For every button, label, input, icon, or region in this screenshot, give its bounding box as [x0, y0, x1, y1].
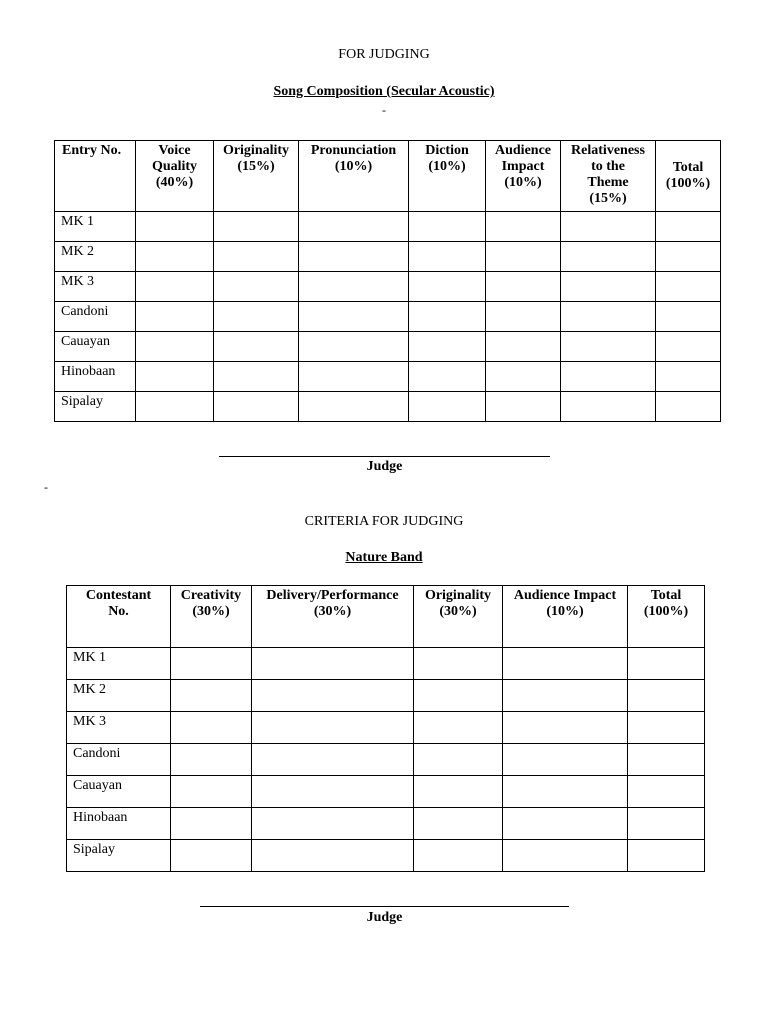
score-cell[interactable]: [414, 840, 503, 872]
nature-band-score-table: [66, 585, 705, 872]
score-cell[interactable]: [503, 776, 628, 808]
score-cell[interactable]: [136, 242, 214, 272]
score-cell[interactable]: [561, 302, 656, 332]
score-cell[interactable]: [414, 712, 503, 744]
score-cell[interactable]: [299, 272, 409, 302]
table-row: [55, 212, 721, 242]
score-cell[interactable]: [628, 680, 705, 712]
score-cell[interactable]: [252, 776, 414, 808]
score-cell[interactable]: [503, 712, 628, 744]
header-voice-quality: Voice Quality (40%): [136, 141, 214, 212]
header-total: Total (100%): [656, 141, 721, 212]
score-cell[interactable]: [214, 242, 299, 272]
score-cell[interactable]: [214, 302, 299, 332]
entry-name-cell: MK 1: [55, 212, 136, 242]
score-cell[interactable]: [628, 648, 705, 680]
judge-label: Judge: [366, 910, 403, 925]
score-cell[interactable]: [628, 712, 705, 744]
song-composition-score-table: [54, 140, 721, 422]
score-cell[interactable]: [503, 840, 628, 872]
table-row: [67, 808, 705, 840]
score-cell[interactable]: [136, 302, 214, 332]
form-subtitle-song-composition: Song Composition (Secular Acoustic): [273, 84, 495, 99]
score-cell[interactable]: [171, 680, 252, 712]
table-row: [67, 648, 705, 680]
score-cell[interactable]: [214, 212, 299, 242]
header-creativity: Creativity (30%): [171, 586, 252, 648]
dash-mark: -: [382, 103, 386, 117]
table-row: [67, 744, 705, 776]
table-header-row: [67, 586, 705, 648]
score-cell[interactable]: [171, 808, 252, 840]
score-cell[interactable]: [414, 776, 503, 808]
score-cell[interactable]: [171, 840, 252, 872]
score-cell[interactable]: [409, 392, 486, 422]
table-row: [55, 272, 721, 302]
score-cell[interactable]: [486, 272, 561, 302]
header-delivery-performance: Delivery/Performance (30%): [252, 586, 414, 648]
score-cell[interactable]: [656, 212, 721, 242]
score-cell[interactable]: [409, 212, 486, 242]
score-cell[interactable]: [656, 302, 721, 332]
table-row: [55, 332, 721, 362]
score-cell[interactable]: [136, 272, 214, 302]
separator-dash: -: [44, 480, 48, 494]
score-cell[interactable]: [628, 776, 705, 808]
score-cell[interactable]: [171, 648, 252, 680]
entry-name-cell: Candoni: [55, 302, 136, 332]
header-diction: Diction (10%): [409, 141, 486, 212]
table-row: [67, 712, 705, 744]
score-cell[interactable]: [299, 392, 409, 422]
score-cell[interactable]: [299, 332, 409, 362]
score-cell[interactable]: [252, 712, 414, 744]
entry-name-cell: Sipalay: [67, 840, 171, 872]
entry-name-cell: MK 2: [55, 242, 136, 272]
score-cell[interactable]: [561, 392, 656, 422]
entry-name-cell: MK 2: [67, 680, 171, 712]
score-cell[interactable]: [136, 332, 214, 362]
score-cell[interactable]: [656, 392, 721, 422]
score-cell[interactable]: [561, 272, 656, 302]
header-originality: Originality (15%): [214, 141, 299, 212]
score-cell[interactable]: [503, 808, 628, 840]
form-title: FOR JUDGING: [338, 47, 430, 62]
score-cell[interactable]: [414, 744, 503, 776]
score-cell[interactable]: [486, 302, 561, 332]
score-cell[interactable]: [252, 648, 414, 680]
criteria-title: CRITERIA FOR JUDGING: [304, 514, 464, 529]
score-cell[interactable]: [299, 242, 409, 272]
score-cell[interactable]: [656, 362, 721, 392]
score-cell[interactable]: [299, 362, 409, 392]
score-cell[interactable]: [136, 212, 214, 242]
table-row: [55, 302, 721, 332]
score-cell[interactable]: [561, 362, 656, 392]
score-cell[interactable]: [486, 212, 561, 242]
header-contestant-no: Contestant No.: [67, 586, 171, 648]
score-cell[interactable]: [503, 648, 628, 680]
header-originality: Originality (30%): [414, 586, 503, 648]
score-cell[interactable]: [656, 242, 721, 272]
score-cell[interactable]: [628, 808, 705, 840]
header-pronunciation: Pronunciation (10%): [299, 141, 409, 212]
score-cell[interactable]: [409, 362, 486, 392]
score-cell[interactable]: [486, 362, 561, 392]
table-row: [67, 680, 705, 712]
entry-name-cell: MK 1: [67, 648, 171, 680]
entry-name-cell: Candoni: [67, 744, 171, 776]
score-cell[interactable]: [171, 712, 252, 744]
score-cell[interactable]: [136, 362, 214, 392]
entry-name-cell: Sipalay: [55, 392, 136, 422]
entry-name-cell: Cauayan: [67, 776, 171, 808]
score-cell[interactable]: [414, 680, 503, 712]
score-cell[interactable]: [136, 392, 214, 422]
header-total: Total (100%): [628, 586, 705, 648]
score-cell[interactable]: [409, 302, 486, 332]
score-cell[interactable]: [414, 808, 503, 840]
entry-name-cell: Cauayan: [55, 332, 136, 362]
score-cell[interactable]: [171, 744, 252, 776]
score-cell[interactable]: [561, 242, 656, 272]
table-row: [55, 242, 721, 272]
header-audience-impact: Audience Impact (10%): [486, 141, 561, 212]
score-cell[interactable]: [252, 808, 414, 840]
score-cell[interactable]: [171, 776, 252, 808]
score-cell[interactable]: [409, 272, 486, 302]
score-cell[interactable]: [414, 648, 503, 680]
table-header-row: [55, 141, 721, 212]
header-relativeness: Relativeness to the Theme (15%): [561, 141, 656, 212]
score-cell[interactable]: [628, 840, 705, 872]
entry-name-cell: Hinobaan: [55, 362, 136, 392]
table-row: [67, 840, 705, 872]
judge-label: Judge: [366, 459, 403, 474]
score-cell[interactable]: [214, 332, 299, 362]
form-subtitle-nature-band: Nature Band: [345, 550, 423, 565]
entry-name-cell: MK 3: [67, 712, 171, 744]
score-cell[interactable]: [656, 332, 721, 362]
score-cell[interactable]: [503, 744, 628, 776]
entry-name-cell: MK 3: [55, 272, 136, 302]
score-cell[interactable]: [299, 302, 409, 332]
score-cell[interactable]: [409, 242, 486, 272]
score-cell[interactable]: [486, 392, 561, 422]
score-cell[interactable]: [252, 744, 414, 776]
score-cell[interactable]: [252, 840, 414, 872]
score-cell[interactable]: [656, 272, 721, 302]
score-cell[interactable]: [299, 212, 409, 242]
score-cell[interactable]: [628, 744, 705, 776]
score-cell[interactable]: [252, 680, 414, 712]
score-cell[interactable]: [561, 212, 656, 242]
score-cell[interactable]: [561, 332, 656, 362]
score-cell[interactable]: [503, 680, 628, 712]
score-cell[interactable]: [486, 242, 561, 272]
header-entry-no: Entry No.: [55, 141, 136, 212]
table-row: [55, 362, 721, 392]
score-cell[interactable]: [409, 332, 486, 362]
score-cell[interactable]: [214, 392, 299, 422]
score-cell[interactable]: [214, 272, 299, 302]
signature-line: [219, 456, 550, 457]
entry-name-cell: Hinobaan: [67, 808, 171, 840]
score-cell[interactable]: [214, 362, 299, 392]
score-cell[interactable]: [486, 332, 561, 362]
signature-line: [200, 906, 569, 907]
table-row: [55, 392, 721, 422]
header-audience-impact: Audience Impact (10%): [503, 586, 628, 648]
table-row: [67, 776, 705, 808]
